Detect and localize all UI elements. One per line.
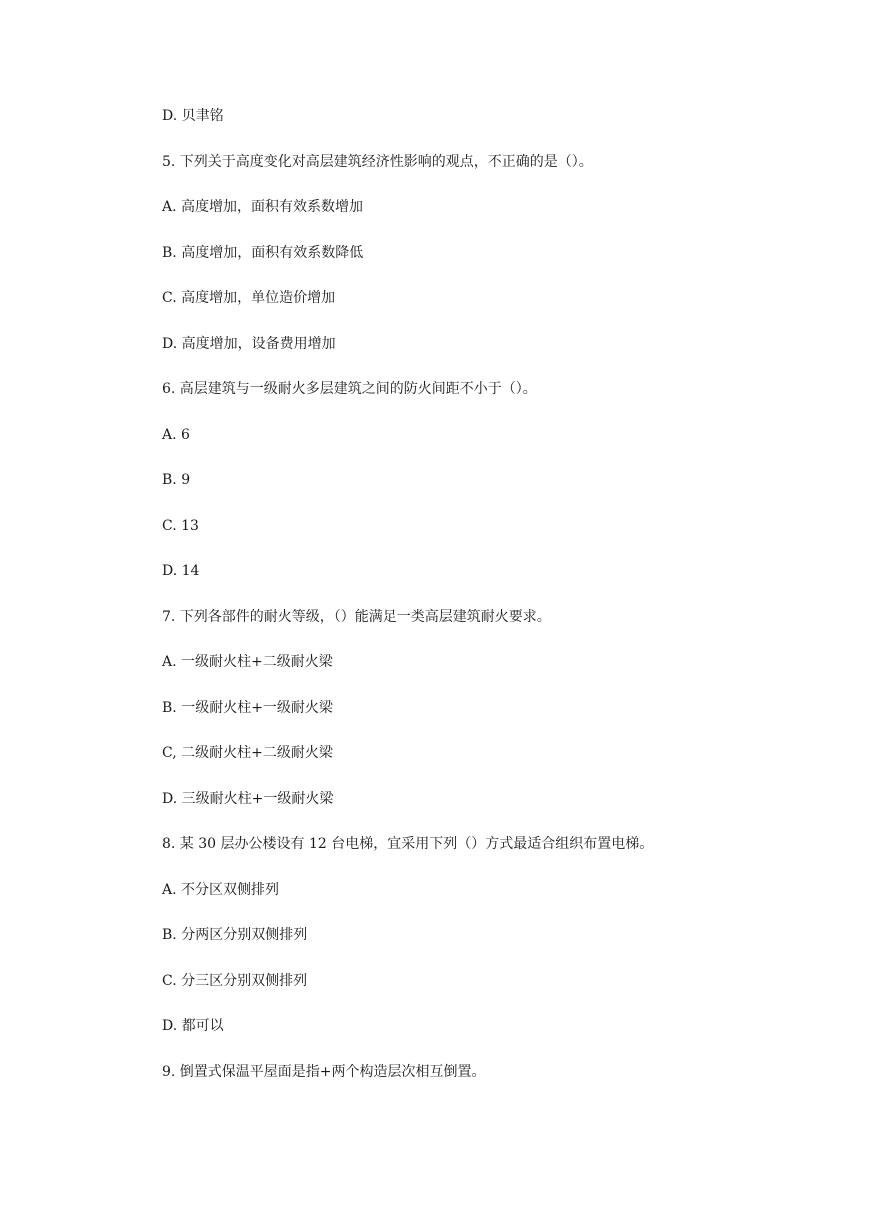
question-9: 9. 倒置式保温平屋面是指+两个构造层次相互倒置。 <box>162 1064 486 1080</box>
question-6: 6. 高层建筑与一级耐火多层建筑之间的防火间距不小于（）。 <box>162 381 537 397</box>
option-d-q6: D. 14 <box>162 563 200 579</box>
option-c-q5: C. 高度增加，单位造价增加 <box>162 290 336 306</box>
option-c-q8: C. 分三区分别双侧排列 <box>162 973 308 989</box>
option-b-q7: B. 一级耐火柱+一级耐火梁 <box>162 700 333 716</box>
option-b-q8: B. 分两区分别双侧排列 <box>162 927 308 943</box>
question-5: 5. 下列关于高度变化对高层建筑经济性影响的观点，不正确的是（）。 <box>162 154 593 170</box>
option-d-q7: D. 三级耐火柱+一级耐火梁 <box>162 791 334 807</box>
option-a-q8: A. 不分区双侧排列 <box>162 882 280 898</box>
option-d-q4: D. 贝聿铭 <box>162 108 224 124</box>
option-b-q5: B. 高度增加，面积有效系数降低 <box>162 245 364 261</box>
option-a-q6: A. 6 <box>162 427 190 443</box>
option-d-q8: D. 都可以 <box>162 1018 224 1034</box>
option-c-q7: C, 二级耐火柱+二级耐火梁 <box>162 745 333 761</box>
option-c-q6: C. 13 <box>162 518 199 534</box>
question-7: 7. 下列各部件的耐火等级，（）能满足一类高层建筑耐火要求。 <box>162 609 551 625</box>
question-8: 8. 某 30 层办公楼设有 12 台电梯，宜采用下列（）方式最适合组织布置电梯。 <box>162 836 654 852</box>
option-b-q6: B. 9 <box>162 472 191 488</box>
option-a-q5: A. 高度增加，面积有效系数增加 <box>162 199 364 215</box>
option-a-q7: A. 一级耐火柱+二级耐火梁 <box>162 654 333 670</box>
option-d-q5: D. 高度增加，设备费用增加 <box>162 336 336 352</box>
